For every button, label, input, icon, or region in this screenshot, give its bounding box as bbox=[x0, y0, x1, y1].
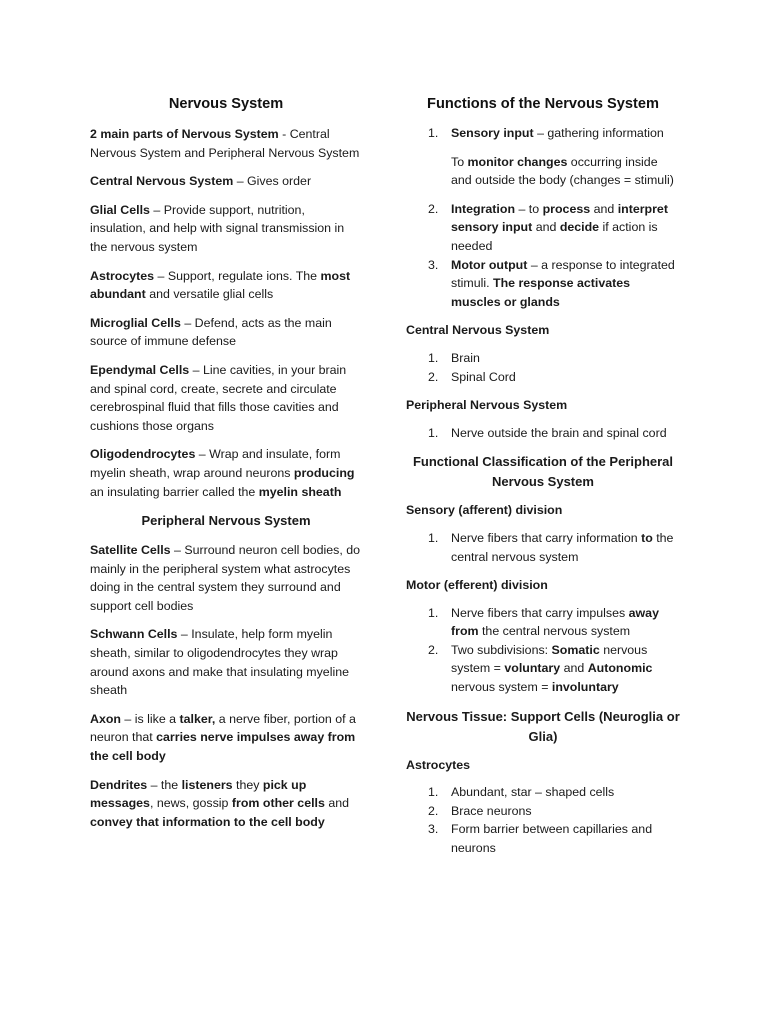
list-item: 1. Abundant, star – shaped cells bbox=[428, 785, 615, 800]
paragraph-glial-cells: Glial Cells – Provide support, nutrition, insulation, and help with signal transmission in the nervous system bbox=[90, 202, 345, 254]
list-item: 3. Form barrier between capillaries and neurons bbox=[428, 822, 653, 856]
list-item: 1. Nerve fibers that carry information to the central nervous system bbox=[428, 530, 674, 564]
list-item: 1. Sensory input – gathering information bbox=[428, 126, 664, 140]
list-item: 2. Brace neurons bbox=[428, 803, 532, 818]
left-column bbox=[90, 94, 362, 841]
list-item: 2. Two subdivisions: Somatic nervous system = voluntary and Autonomic nervous system = involuntary bbox=[428, 642, 653, 695]
paragraph-microglial: Microglial Cells – Defend, acts as the main source of immune defense bbox=[90, 315, 332, 349]
cns-list bbox=[406, 349, 680, 386]
paragraph-cns: Central Nervous System – Gives order bbox=[90, 174, 312, 189]
list-item-note: To monitor changes occurring inside and outside the body (changes = stimuli) bbox=[451, 154, 674, 188]
paragraph-main-parts: 2 main parts of Nervous System - Central Nervous System and Peripheral Nervous System bbox=[90, 127, 360, 160]
list-item: 1. Nerve outside the brain and spinal cord bbox=[428, 425, 667, 440]
paragraph-satellite: Satellite Cells – Surround neuron cell bodies, do mainly in the peripheral system what astrocytes doing in the central system they surround and support cell bodies bbox=[90, 543, 361, 613]
section-heading-cns: Central Nervous System bbox=[406, 323, 550, 338]
paragraph-astrocytes: Astrocytes – Support, regulate ions. The most abundant and versatile glial cells bbox=[90, 268, 351, 302]
sensory-list bbox=[406, 529, 680, 566]
section-heading-pns-right: Peripheral Nervous System bbox=[406, 398, 568, 413]
section-heading-motor: Motor (efferent) division bbox=[406, 578, 548, 593]
list-item: 2. Integration – to process and interpret sensory input and decide if action is needed bbox=[428, 201, 668, 253]
section-heading-nervous-tissue: Nervous Tissue: Support Cells (Neuroglia or Glia) bbox=[406, 708, 680, 744]
functions-list bbox=[406, 124, 680, 143]
list-item: 3. Motor output – a response to integrated stimuli. The response activates muscles or glands bbox=[428, 257, 675, 309]
section-heading-sensory: Sensory (afferent) division bbox=[406, 503, 563, 518]
section-heading-functional-classification: Functional Classification of the Peripheral Nervous System bbox=[412, 454, 674, 490]
paragraph-oligodendrocytes: Oligodendrocytes – Wrap and insulate, form myelin sheath, wrap around neurons producing an insulating barrier called the myelin sheath bbox=[90, 447, 355, 499]
paragraph-axon: Axon – is like a talker, a nerve fiber, portion of a neuron that carries nerve impulses away from the cell body bbox=[90, 711, 356, 764]
list-item: 2. Spinal Cord bbox=[428, 369, 516, 384]
astrocytes-list bbox=[406, 783, 680, 857]
page-title: Nervous System bbox=[168, 96, 284, 112]
section-heading-pns: Peripheral Nervous System bbox=[141, 513, 311, 529]
list-item: 1. Nerve fibers that carry impulses away from the central nervous system bbox=[428, 605, 659, 639]
list-item: 1. Brain bbox=[428, 350, 480, 365]
paragraph-schwann: Schwann Cells – Insulate, help form myelin sheath, similar to oligodendrocytes they wrap around axons and make that insulating myeline sheath bbox=[90, 627, 349, 698]
functions-title: Functions of the Nervous System bbox=[427, 96, 659, 112]
motor-list bbox=[406, 604, 680, 697]
paragraph-dendrites: Dendrites – the listeners they pick up messages, news, gossip from other cells and convey that information to the cell body bbox=[90, 777, 349, 829]
pns-list bbox=[406, 424, 680, 443]
paragraph-ependymal: Ependymal Cells – Line cavities, in your brain and spinal cord, create, secrete and circulate cerebrospinal fluid that fills those cavities and cushions those organs bbox=[90, 362, 347, 433]
functions-list-continued bbox=[406, 200, 680, 312]
right-column bbox=[406, 94, 680, 868]
section-heading-astrocytes: Astrocytes bbox=[406, 757, 471, 772]
